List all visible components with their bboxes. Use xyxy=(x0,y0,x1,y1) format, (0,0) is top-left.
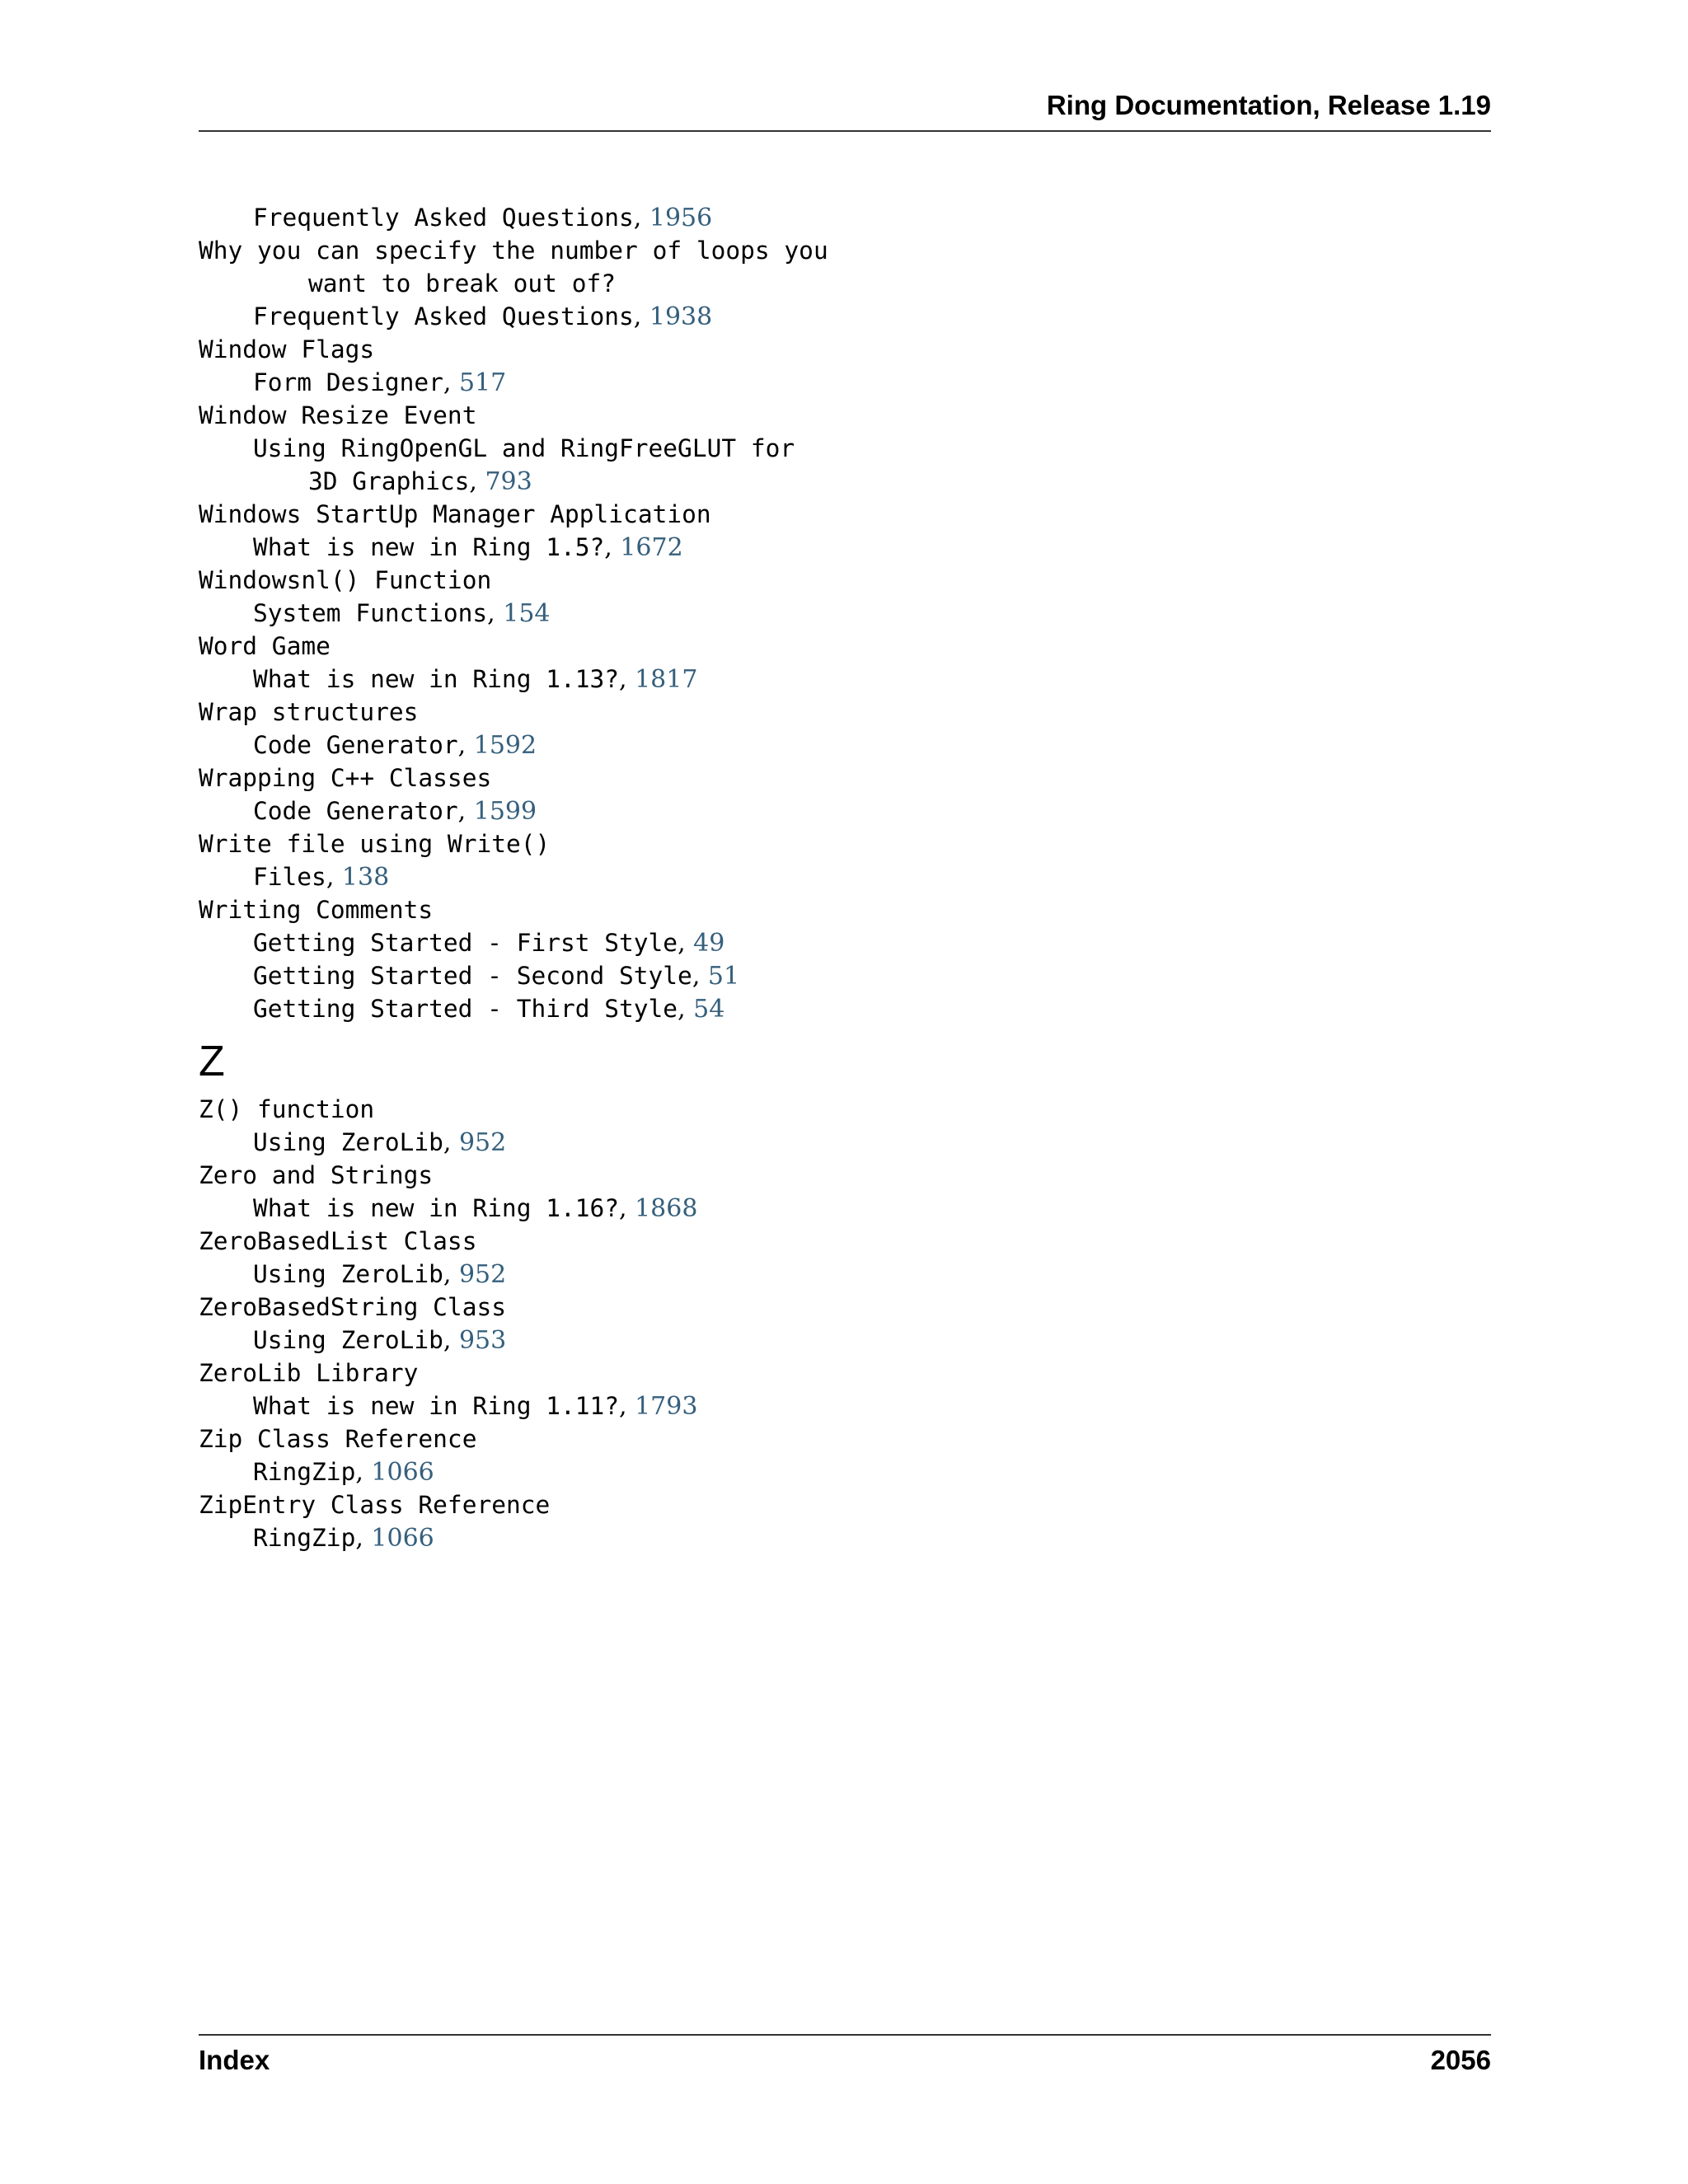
index-term xyxy=(199,1488,1188,1521)
page-reference-link[interactable]: 1938 xyxy=(649,302,713,331)
index-subentry xyxy=(199,729,1188,762)
index-term xyxy=(199,1093,1188,1126)
index-subentry xyxy=(199,926,1188,959)
page-reference-link[interactable]: 1672 xyxy=(620,533,683,562)
index-subentry xyxy=(199,1521,1188,1554)
page-header xyxy=(199,91,1491,132)
entry-text: ZeroBasedList Class xyxy=(199,1227,477,1255)
entry-text: What is new in Ring 1.11? xyxy=(253,1392,620,1420)
page-reference-link[interactable]: 952 xyxy=(458,1260,507,1289)
page-reference-link[interactable]: 1066 xyxy=(371,1458,434,1487)
entry-text: Window Flags xyxy=(199,335,375,363)
page-reference-link[interactable]: 953 xyxy=(458,1326,507,1355)
entry-text: 3D Graphics xyxy=(308,467,470,495)
page-reference-link[interactable]: 1956 xyxy=(649,204,713,232)
entry-text: Getting Started - Second Style xyxy=(253,962,692,990)
entry-text: ZeroLib Library xyxy=(199,1359,419,1387)
entry-text: Window Resize Event xyxy=(199,401,477,429)
entry-text: Windowsnl() Function xyxy=(199,566,492,594)
index-subentry xyxy=(199,1324,1188,1357)
entry-text: Wrap structures xyxy=(199,698,419,726)
entry-separator: , xyxy=(326,863,342,892)
entry-separator: , xyxy=(355,1524,372,1553)
index-term xyxy=(199,498,1188,531)
index-term xyxy=(199,1159,1188,1192)
entry-text: Word Game xyxy=(199,632,331,660)
entry-separator: , xyxy=(633,204,649,232)
letter-heading-z: Z xyxy=(199,1038,225,1085)
entry-text: Getting Started - Third Style xyxy=(253,995,678,1023)
index-term xyxy=(199,893,1188,926)
page-reference-link[interactable]: 51 xyxy=(707,962,740,991)
index-term xyxy=(199,564,1188,597)
page-reference-link[interactable]: 1066 xyxy=(371,1524,434,1553)
index-subentry xyxy=(199,663,1188,696)
entry-text: Using ZeroLib xyxy=(253,1326,443,1354)
entry-separator: , xyxy=(457,797,474,826)
entry-text: System Functions xyxy=(253,599,488,627)
header-title: Ring Documentation, Release 1.19 xyxy=(1046,90,1491,120)
entry-separator: , xyxy=(457,731,474,760)
page-reference-link[interactable]: 1868 xyxy=(635,1194,698,1223)
index-subentry xyxy=(199,959,1188,992)
index-term xyxy=(199,630,1188,663)
index-subentry xyxy=(199,300,1188,333)
entry-text: Using RingOpenGL and RingFreeGLUT for xyxy=(253,434,795,462)
entry-separator: , xyxy=(692,962,708,991)
entry-text: Why you can specify the number of loops you xyxy=(199,237,828,265)
index-term xyxy=(199,762,1188,794)
index-subentry xyxy=(199,1455,1188,1488)
index-subentry xyxy=(199,597,1188,630)
entry-text: Zero and Strings xyxy=(199,1161,434,1189)
footer-section: Index xyxy=(199,2045,270,2075)
page-footer xyxy=(199,2034,1491,2085)
footer-page-number: 2056 xyxy=(1430,2045,1491,2075)
page-reference-link[interactable]: 54 xyxy=(693,995,725,1024)
index-subentry xyxy=(199,432,1188,465)
index-term xyxy=(199,1422,1188,1455)
index-subentry xyxy=(199,1126,1188,1159)
index-subentry xyxy=(199,1258,1188,1291)
page-reference-link[interactable]: 49 xyxy=(693,929,725,958)
entry-text: Using ZeroLib xyxy=(253,1128,443,1156)
index-term xyxy=(199,1291,1188,1324)
page-reference-link[interactable]: 793 xyxy=(485,467,532,496)
entry-text: Frequently Asked Questions xyxy=(253,204,634,232)
page-reference-link[interactable]: 1817 xyxy=(635,665,698,694)
page-reference-link[interactable]: 1599 xyxy=(473,797,537,826)
entry-separator: , xyxy=(633,302,649,331)
entry-text: Getting Started - First Style xyxy=(253,929,678,957)
entry-separator: , xyxy=(443,368,459,397)
index-list-z xyxy=(199,1093,1188,1554)
page-reference-link[interactable]: 154 xyxy=(503,599,551,628)
index-subentry xyxy=(199,1192,1188,1225)
index-subentry xyxy=(199,201,1188,234)
entry-text: Wrapping C++ Classes xyxy=(199,764,492,792)
index-term xyxy=(199,333,1188,366)
entry-text: Code Generator xyxy=(253,731,458,759)
entry-separator: , xyxy=(619,1194,635,1223)
entry-separator: , xyxy=(678,995,694,1024)
entry-text: Frequently Asked Questions xyxy=(253,302,634,330)
entry-separator: , xyxy=(355,1458,372,1487)
entry-separator: , xyxy=(678,929,694,958)
entry-text: ZipEntry Class Reference xyxy=(199,1491,551,1519)
entry-text: ZeroBasedString Class xyxy=(199,1293,506,1321)
index-term xyxy=(199,827,1188,860)
entry-text: Code Generator xyxy=(253,797,458,825)
index-subentry xyxy=(199,267,1188,300)
index-term xyxy=(199,1225,1188,1258)
page-reference-link[interactable]: 138 xyxy=(341,863,390,892)
index-subentry xyxy=(199,794,1188,827)
index-list-w xyxy=(199,201,1188,1025)
entry-text: Windows StartUp Manager Application xyxy=(199,500,711,528)
entry-text: RingZip xyxy=(253,1524,356,1552)
entry-text: Write file using Write() xyxy=(199,830,551,858)
entry-text: Files xyxy=(253,863,326,891)
index-subentry xyxy=(199,860,1188,893)
entry-text: want to break out of? xyxy=(308,269,616,298)
entry-separator: , xyxy=(604,533,621,562)
index-subentry xyxy=(199,992,1188,1025)
page-reference-link[interactable]: 1793 xyxy=(635,1392,698,1421)
entry-separator: , xyxy=(487,599,504,628)
index-subentry xyxy=(199,531,1188,564)
entry-separator: , xyxy=(469,467,485,496)
entry-text: Zip Class Reference xyxy=(199,1425,477,1453)
entry-text: Z() function xyxy=(199,1095,375,1123)
entry-separator: , xyxy=(619,1392,635,1421)
entry-separator: , xyxy=(619,665,635,694)
entry-text: Using ZeroLib xyxy=(253,1260,443,1288)
entry-text: What is new in Ring 1.16? xyxy=(253,1194,620,1222)
entry-separator: , xyxy=(443,1260,459,1289)
index-subentry xyxy=(199,1390,1188,1422)
index-subentry xyxy=(199,366,1188,399)
index-subentry xyxy=(199,465,1188,498)
page-reference-link[interactable]: 1592 xyxy=(473,731,537,760)
page-reference-link[interactable]: 517 xyxy=(458,368,507,397)
index-term xyxy=(199,399,1188,432)
index-body xyxy=(199,201,1188,1554)
entry-separator: , xyxy=(443,1128,459,1157)
entry-text: Writing Comments xyxy=(199,896,434,924)
index-term xyxy=(199,1357,1188,1390)
entry-text: What is new in Ring 1.5? xyxy=(253,533,605,561)
entry-text: RingZip xyxy=(253,1458,356,1486)
page-reference-link[interactable]: 952 xyxy=(458,1128,507,1157)
entry-text: Form Designer xyxy=(253,368,443,396)
entry-separator: , xyxy=(443,1326,459,1355)
entry-text: What is new in Ring 1.13? xyxy=(253,665,620,693)
index-term xyxy=(199,696,1188,729)
index-term xyxy=(199,234,1188,267)
